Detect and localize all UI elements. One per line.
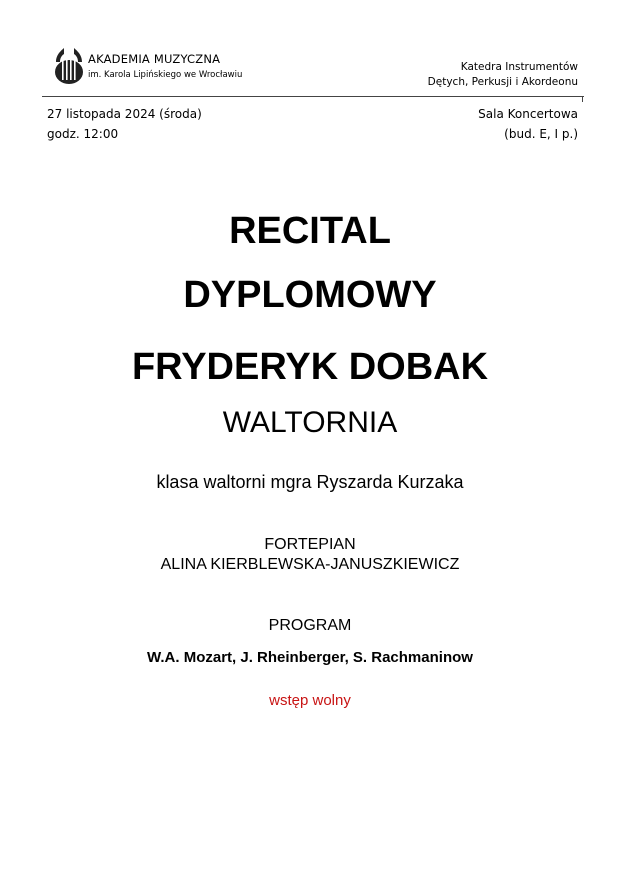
performer-name: FRYDERYK DOBAK xyxy=(131,346,489,388)
program-label: PROGRAM xyxy=(268,617,352,634)
pianist-name: ALINA KIERBLEWSKA-JANUSZKIEWICZ xyxy=(160,556,460,573)
venue-detail: (bud. E, I p.) xyxy=(504,127,578,141)
venue-name: Sala Koncertowa xyxy=(478,107,578,121)
class-info: klasa waltorni mgra Ryszarda Kurzaka xyxy=(156,472,464,492)
institution-name: AKADEMIA MUZYCZNA xyxy=(88,52,221,66)
header-divider xyxy=(42,96,584,97)
title-line-2: DYPLOMOWY xyxy=(183,274,437,316)
admission-note: wstęp wolny xyxy=(269,692,351,709)
event-date: 27 listopada 2024 (środa) xyxy=(47,107,202,121)
department-line-1: Katedra Instrumentów xyxy=(460,61,578,73)
header-divider-tick xyxy=(582,96,583,102)
department-line-2: Dętych, Perkusji i Akordeonu xyxy=(427,76,578,88)
program-composers: W.A. Mozart, J. Rheinberger, S. Rachmaninow xyxy=(147,649,473,666)
title-line-1: RECITAL xyxy=(229,210,391,252)
event-datetime xyxy=(47,104,202,144)
lyre-logo-icon xyxy=(52,46,86,86)
event-time: godz. 12:00 xyxy=(47,127,119,141)
piano-label: FORTEPIAN xyxy=(264,536,356,553)
institution-subtitle: im. Karola Lipińskiego we Wrocławiu xyxy=(88,70,243,80)
instrument: WALTORNIA xyxy=(222,406,398,439)
event-venue xyxy=(478,104,578,144)
